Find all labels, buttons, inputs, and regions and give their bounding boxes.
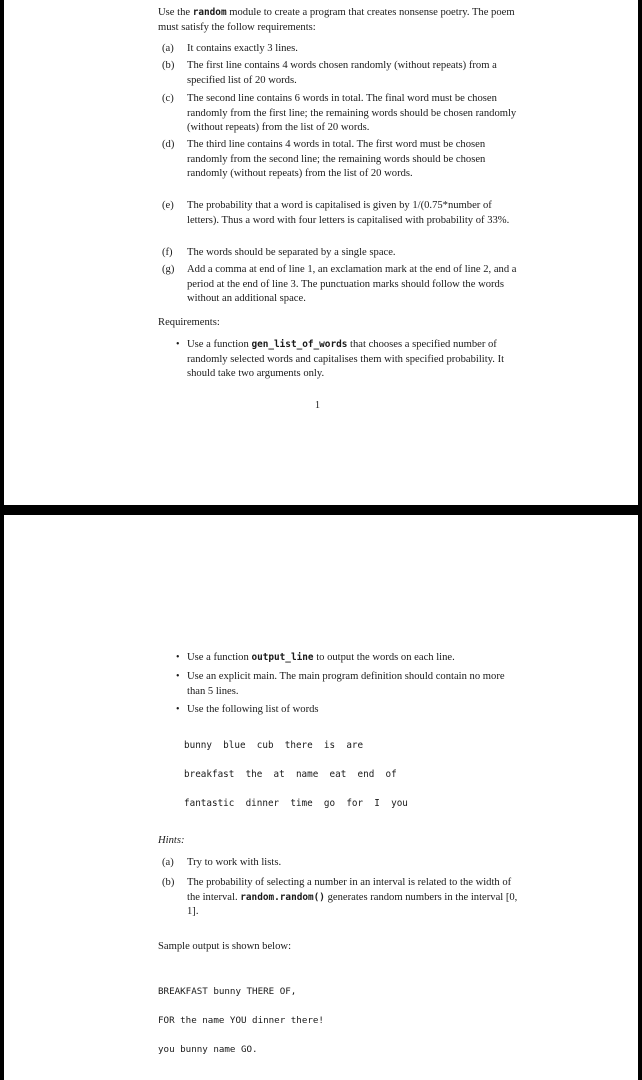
item-text: The third line contains 4 words in total. The first word must be chosen randomly from the second line; the remaining words should be chosen randomly (without repeats) from the list of 20 words. <box>187 139 486 180</box>
intro-paragraph: Use the random module to create a program that creates nonsense poetry. The poem must satisfy the follow requirements: <box>158 7 515 33</box>
page-number: 1 <box>315 400 320 411</box>
item-text: The first line contains 4 words chosen randomly (without repeats) from a specified list of 20 words. <box>187 60 497 86</box>
bullet-text: Use an explicit main. The main program definition should contain no more than 5 lines. <box>187 671 505 697</box>
item-label: (e) <box>162 200 174 211</box>
word-list-row-3: fantastic dinner time go for I you <box>184 798 408 809</box>
inline-code-output-line: output_line <box>251 652 314 663</box>
bullet-text: Use the following list of words <box>187 704 319 715</box>
item-label: (f) <box>162 247 173 258</box>
bullet-text: Use a function gen_list_of_words that chooses a specified number of randomly selected words and capitalises them with specified probability. It should take two arguments only. <box>187 339 505 380</box>
item-label: (g) <box>162 264 175 275</box>
item-label: (b) <box>162 877 175 888</box>
item-label: (a) <box>162 43 174 54</box>
word-list-row-1: bunny blue cub there is are <box>184 740 364 751</box>
item-text: Try to work with lists. <box>187 857 282 868</box>
word-list-row-2: breakfast the at name eat end of <box>184 769 397 780</box>
requirements-heading: Requirements: <box>158 317 220 328</box>
item-text: Add a comma at end of line 1, an exclamation mark at the end of line 2, and a period at the end of line 3. The punctuation marks should follow the words without an additional space. <box>187 264 517 305</box>
bullet-icon: • <box>176 652 180 663</box>
sample-output-line-3: you bunny name GO. <box>158 1044 258 1055</box>
item-text: It contains exactly 3 lines. <box>187 43 298 54</box>
item-label: (b) <box>162 60 175 71</box>
item-label: (a) <box>162 857 174 868</box>
item-label: (d) <box>162 139 175 150</box>
document-page-1 <box>4 0 638 505</box>
bullet-icon: • <box>176 339 180 350</box>
item-text: The probability that a word is capitalised is given by 1/(0.75*number of letters). Thus a word with four letters is capitalised with probability of 33%. <box>187 200 510 226</box>
inline-code-random-random: random.random() <box>240 891 325 903</box>
bullet-icon: • <box>176 704 180 715</box>
item-text: The probability of selecting a number in an interval is related to the width of the interval. random.random() generates random numbers in the interval [0, 1]. <box>187 877 518 918</box>
item-label: (c) <box>162 93 174 104</box>
sample-output-line-2: FOR the name YOU dinner there! <box>158 1015 324 1026</box>
item-text: The second line contains 6 words in total. The final word must be chosen randomly from the first line; the remaining words should be chosen randomly (without repeats) from the list of 20 words. <box>187 93 517 134</box>
bullet-text: Use a function output_line to output the words on each line. <box>187 652 455 663</box>
document-page-2 <box>4 515 638 1080</box>
inline-code-random: random <box>192 7 227 18</box>
bullet-icon: • <box>176 671 180 682</box>
hints-heading: Hints: <box>158 835 185 846</box>
inline-code-gen-list-of-words: gen_list_of_words <box>251 339 348 350</box>
sample-output-line-1: BREAKFAST bunny THERE OF, <box>158 986 297 997</box>
item-text: The words should be separated by a single space. <box>187 247 396 258</box>
sample-output-intro: Sample output is shown below: <box>158 941 292 952</box>
